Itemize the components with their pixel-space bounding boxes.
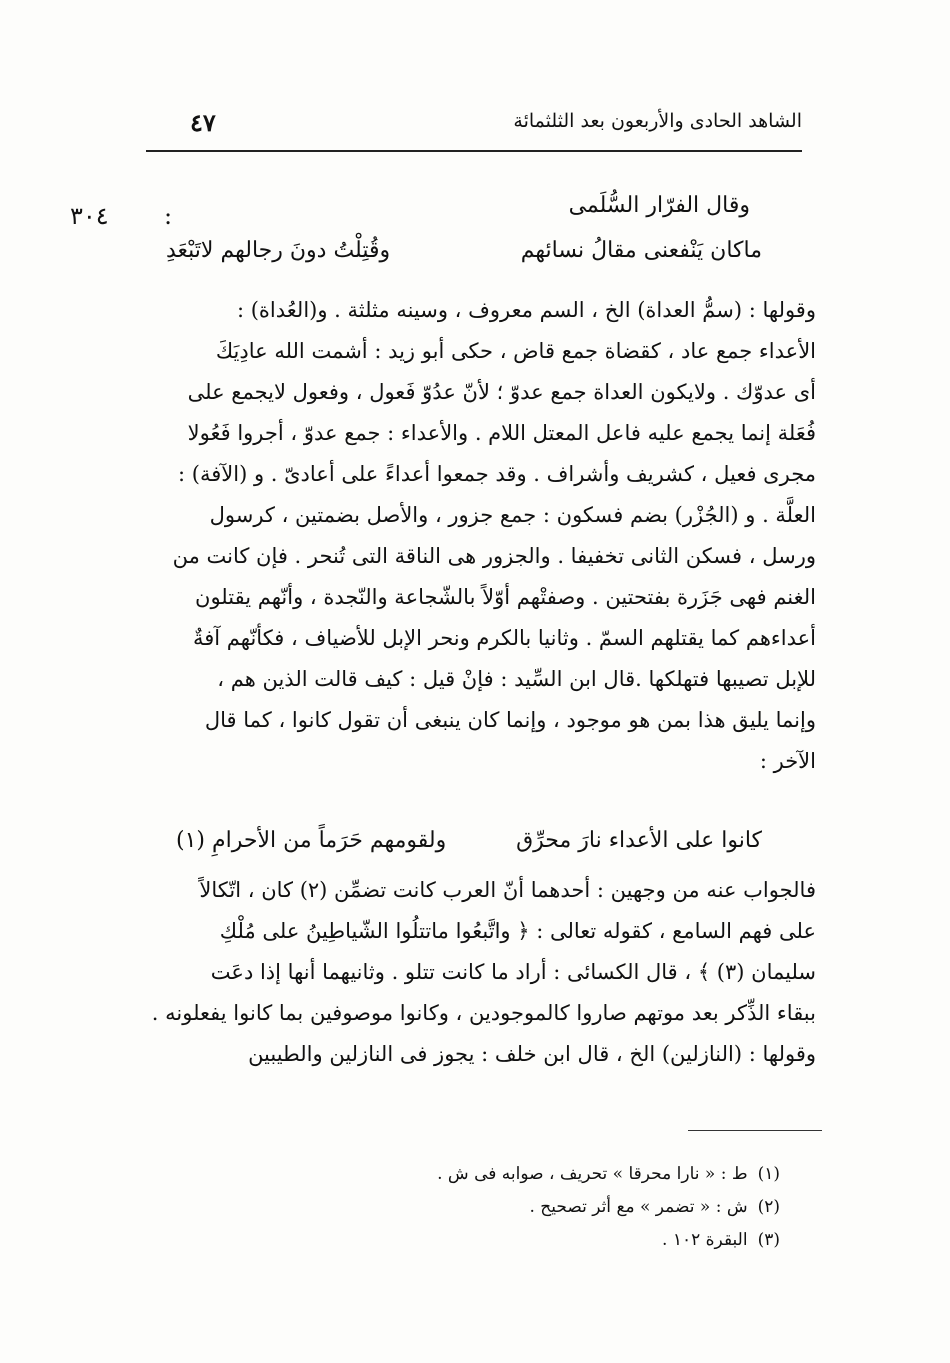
commentary-line: ورسل ، فسكن الثانى تخفيفا . والجزور هى الناقة التى تُنحر . فإن كانت من <box>172 544 816 568</box>
commentary-line: الأعداء جمع عاد ، كقضاة جمع قاض ، حكى أبو زيد : أشمت الله عادِيَكَ <box>215 339 816 363</box>
commentary-line: للإبل تصيبها فتهلكها .قال ابن السِّيد : فإنْ قيل : كيف قالت الذين هم ، <box>217 667 816 691</box>
verse-2-hemistich-1: كانوا على الأعداء نارَ محرِّق <box>516 828 762 853</box>
footnote-index: (١) <box>757 1164 780 1184</box>
footnote-2 <box>529 1197 780 1217</box>
witness-number: ٣٠٤ <box>70 202 109 230</box>
running-header-title: الشاهد الحادى والأربعون بعد الثلثمائة <box>513 110 802 132</box>
footnote-rule <box>688 1130 822 1131</box>
footnote-1 <box>437 1164 780 1184</box>
verse-2-hemistich-2: ولقومهم حَرَماً من الأحرامِ (١) <box>176 828 447 853</box>
commentary-line: أعداءهم كما يقتلهم السمّ . وثانيا بالكرم ونحر الإبل للأضياف ، فكأنّهم آفةٌ <box>192 626 816 650</box>
page-number: ٤٧ <box>190 108 216 137</box>
verse-line-1 <box>166 238 762 263</box>
header-rule <box>146 150 802 152</box>
commentary-line: فُعَلة إنما يجمع عليه فاعل المعتل اللام . والأعداء : جمع عدوّ ، أجروا فَعُولا <box>187 421 816 445</box>
commentary-line: أى عدوّك . ولايكون العداة جمع عدوّ ؛ لأنّ عدُوّ فَعول ، وفعول لايجمع على <box>187 380 816 404</box>
commentary-line: العلَّة . و (الجُزْر) بضم فسكون : جمع جزور ، والأصل بضمتين ، كرسول <box>209 503 816 527</box>
commentary-line: على فهم السامع ، كقوله تعالى : ﴿ واتَّبعُوا ماتتلُوا الشّياطِينُ على مُلْكِ <box>219 919 816 943</box>
commentary-line: وقولها : (سمُّ العداة) الخ ، السم معروف ، وسينه مثلثة . و(العُداة) : <box>236 298 816 322</box>
commentary-line: فالجواب عنه من وجهين : أحدهما أنّ العرب كانت تضمِّن (٢) كان ، اتّكالاً <box>199 878 816 902</box>
verse-1-hemistich-1: ماكان يَنْفعنى مقالُ نسائهم <box>520 238 762 263</box>
commentary-line: الغنم فهى جَزَرة بفتحتين . وصفتْهم أوّلاً بالشّجاعة والنّجدة ، وأنّهم يقتلون <box>195 585 816 609</box>
verse-1-hemistich-2: وقُتِلْتُ دونَ رجالهم لاتَبْعَدِ <box>166 238 391 263</box>
footnote-3 <box>662 1230 780 1250</box>
commentary-line: سليمان (٣) ﴾ ، قال الكسائى : أراد ما كانت تتلو . وثانيهما أنها إذا دعَت <box>210 960 816 984</box>
verse-line-2 <box>176 828 762 853</box>
footnote-text: ش : « تضمر » مع أثر تصحيح . <box>529 1197 748 1217</box>
commentary-line: الآخر : <box>759 749 816 773</box>
commentary-line: ببقاء الذِّكر بعد موتهم صاروا كالموجودين ، وكانوا موصوفين بما كانوا يفعلونه . <box>151 1001 816 1025</box>
commentary-block-2 <box>151 870 816 1075</box>
commentary-line: مجرى فعيل ، كشريف وأشراف . وقد جمعوا أعداءً على أعادىّ . و (الآفة) : <box>178 462 816 486</box>
commentary-line: وإنما يليق هذا بمن هو موجود ، وإنما كان ينبغى أن تقول كانوا ، كما قال <box>204 708 816 732</box>
footnote-index: (٢) <box>757 1197 780 1217</box>
footnote-text: ط : « نارا محرقا » تحريف ، صوابه فى ش . <box>437 1164 748 1184</box>
footnote-text: البقرة ١٠٢ . <box>662 1230 748 1250</box>
commentary-line: وقولها : (النازلين) الخ ، قال ابن خلف : يجوز فى النازلين والطيبين <box>248 1042 816 1066</box>
commentary-block-1 <box>166 290 816 782</box>
footnote-index: (٣) <box>757 1230 780 1250</box>
poet-attribution: وقال الفرّار السُّلَمى <box>568 193 750 218</box>
margin-colon: : <box>164 202 173 230</box>
